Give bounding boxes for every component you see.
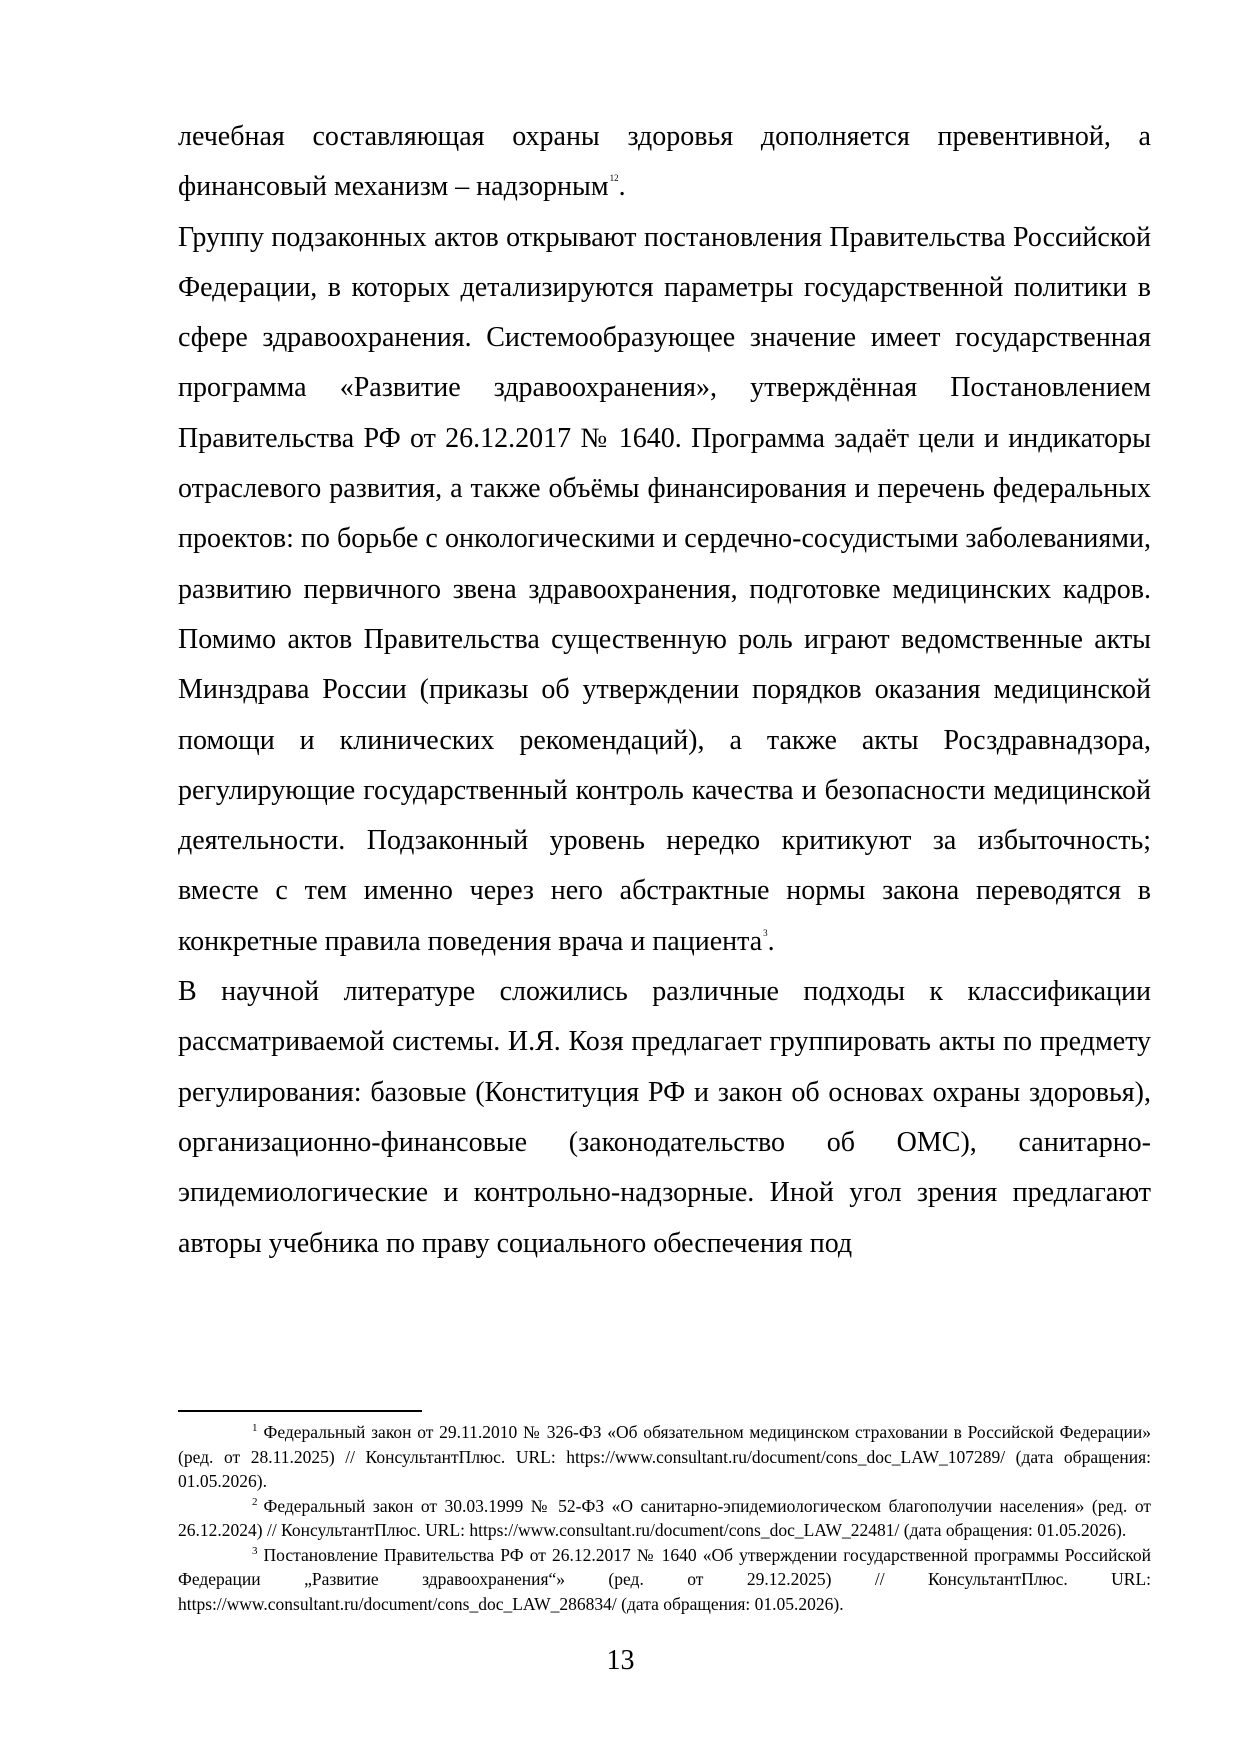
page-number: 13: [606, 1645, 635, 1676]
paragraph-text: В научной литературе сложились различные подходы к классификации рассматриваемой системы. И.Я. Козя предлагает группировать акты по предмету регулирования: базовые (Конституция РФ и закон об основах охраны здоровья), организационно-финансовые (законодательство об ОМС), санитарно-эпидемиологические и контрольно-надзорные. Иной угол зрения предлагают авторы учебника по праву социального обеспечения под: [178, 976, 1151, 1259]
footnotes: [178, 1420, 1151, 1616]
footnote-reference[interactable]: 12: [609, 173, 619, 184]
footnote-3: [178, 1543, 1151, 1617]
footnote-2: [178, 1494, 1151, 1543]
paragraph-text: Группу подзаконных актов открывают постановления Правительства Российской Федерации, в которых детализируются параметры государственной политики в сфере здравоохранения. Системообразующее значение имеет государственная программа «Развитие здравоохранения», утверждённая Постановлением Правительства РФ от 26.12.2017 № 1640. Программа задаёт цели и индикаторы отраслевого развития, а также объёмы финансирования и перечень федеральных проектов: по борьбе с онкологическими и сердечно-сосудистыми заболеваниями, развитию первичного звена здравоохранения, подготовке медицинских кадров. Помимо актов Правительства существенную роль играют ведомственные акты Минздрава России (приказы об утверждении порядков оказания медицинской помощи и клинических рекомендаций), а также акты Росздравнадзора, регулирующие государственный контроль качества и безопасности медицинской деятельности. Подзаконный уровень нередко критикуют за избыточность; вместе с тем именно через него абстрактные нормы закона переводятся в конкретные правила поведения врача и пациента: [178, 221, 1151, 957]
footnote-reference[interactable]: 3: [763, 927, 768, 938]
paragraph-end: .: [767, 925, 775, 957]
paragraph-2: [178, 213, 1151, 967]
paragraph-1: [178, 112, 1151, 213]
footnote-text: Федеральный закон от 30.03.1999 № 52-ФЗ «О санитарно-эпидемиологическом благополучии населения» (ред. от 26.12.2024) // КонсультантПлюс. URL: https://www.consultant.ru/document/cons_doc_LAW_22481/ (дата обращения: 01.05.2026).: [178, 1495, 1151, 1540]
paragraph-end: .: [618, 171, 626, 203]
footnote-number: 3: [252, 1544, 258, 1557]
footnote-separator: [178, 1410, 422, 1412]
footnote-text: Постановление Правительства РФ от 26.12.2017 № 1640 «Об утверждении государственной программы Российской Федерации „Развитие здравоохранения“» (ред. от 29.12.2025) // КонсультантПлюс. URL: https://www.consultant.ru/document/cons_doc_LAW_286834/ (дата обращения: 01.05.2026).: [178, 1544, 1151, 1614]
paragraph-3: [178, 967, 1151, 1269]
footnote-1: [178, 1420, 1151, 1494]
paragraph-text: лечебная составляющая охраны здоровья дополняется превентивной, а финансовый механизм – надзорным: [178, 121, 1151, 203]
footnote-text: Федеральный закон от 29.11.2010 № 326-ФЗ «Об обязательном медицинском страховании в Российской Федерации» (ред. от 28.11.2025) // КонсультантПлюс. URL: https://www.consultant.ru/document/cons_doc_LAW_107289/ (дата обращения: 01.05.2026).: [178, 1422, 1151, 1491]
footnote-number: 1: [252, 1422, 258, 1434]
body-text: [178, 112, 1151, 1269]
footnote-number: 2: [252, 1495, 258, 1508]
